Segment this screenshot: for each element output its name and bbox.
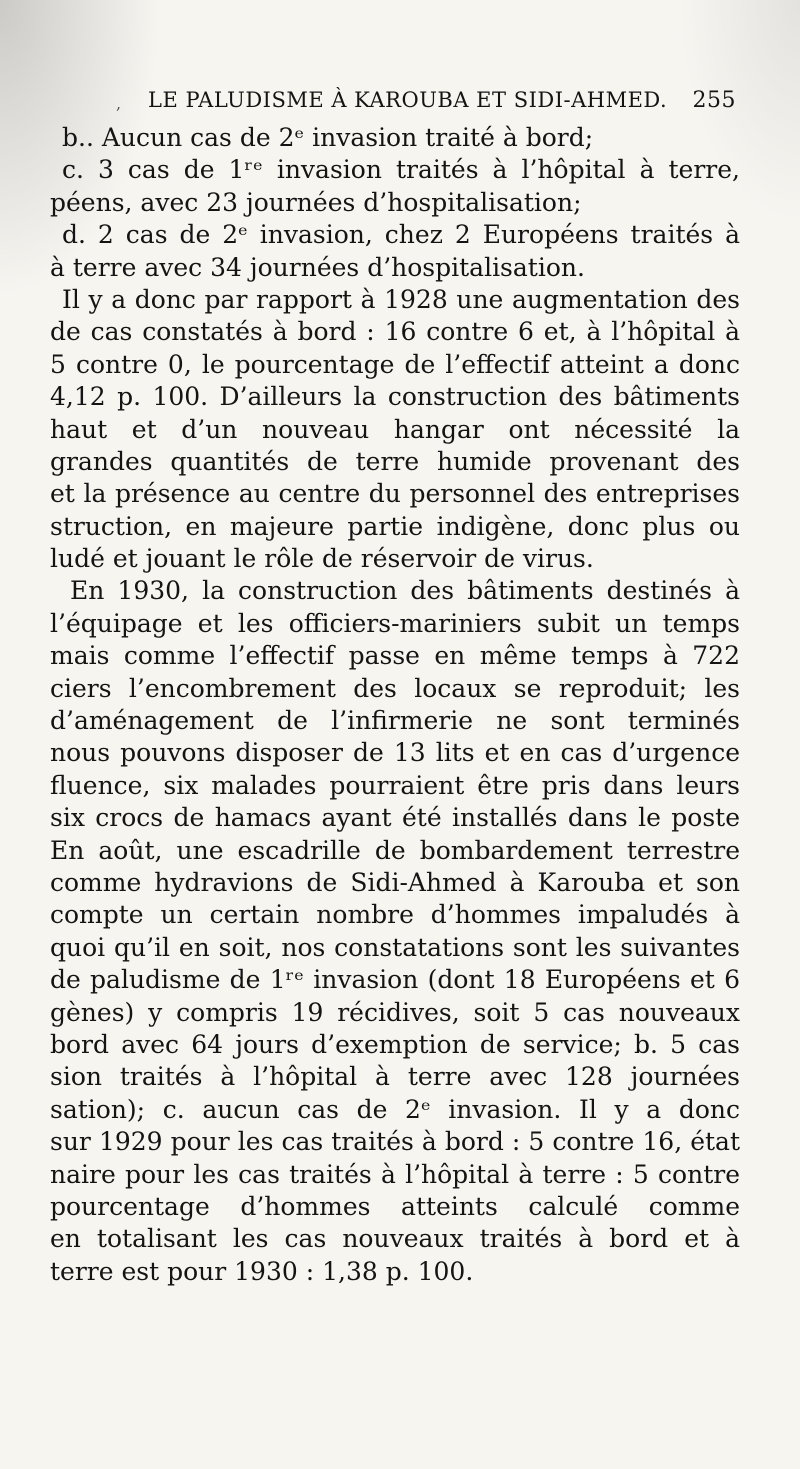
text-line: de cas constatés à bord : 16 contre 6 et, à l’hôpital à [50, 317, 740, 347]
text-line: Il y a donc par rapport à 1928 une augmentation des [62, 284, 740, 314]
text-line: nous pouvons disposer de 13 lits et en cas d’urgence [50, 738, 740, 768]
text-line: c. 3 cas de 1ʳᵉ invasion traités à l’hôpital à terre, [62, 155, 740, 185]
stray-mark: , [116, 94, 122, 113]
body-text [50, 122, 740, 1288]
text-line: mais comme l’effectif passe en même temps à 722 [50, 641, 740, 671]
text-line: compte un certain nombre d’hommes impaludés à [50, 900, 740, 930]
text-line: six crocs de hamacs ayant été installés dans le poste [50, 803, 740, 833]
running-title: LE PALUDISME À KAROUBA ET SIDI-AHMED. [148, 88, 668, 112]
text-line: fluence, six malades pourraient être pris dans leurs [50, 770, 740, 800]
text-line: sur 1929 pour les cas traités à bord : 5 contre 16, état [50, 1127, 740, 1157]
text-line: péens, avec 23 journées d’hospitalisation; [50, 187, 582, 217]
text-line: terre est pour 1930 : 1,38 p. 100. [50, 1256, 474, 1286]
text-line: b.. Aucun cas de 2ᵉ invasion traité à bord; [62, 123, 594, 152]
text-line: naire pour les cas traités à l’hôpital à terre : 5 contre [50, 1159, 740, 1189]
text-line: haut et d’un nouveau hangar ont nécessité la [50, 414, 740, 444]
text-line: comme hydravions de Sidi-Ahmed à Karouba et son [50, 867, 740, 897]
text-line: et la présence au centre du personnel des entreprises [50, 479, 740, 509]
text-line: En août, une escadrille de bombardement terrestre [50, 835, 740, 865]
running-header [110, 88, 740, 118]
text-line: gènes) y compris 19 récidives, soit 5 cas nouveaux [50, 997, 740, 1027]
text-line: ludé et jouant le rôle de réservoir de virus. [50, 544, 594, 574]
text-line: sion traités à l’hôpital à terre avec 128 journées [50, 1062, 740, 1092]
page-number: 255 [692, 88, 736, 113]
text-line: En 1930, la construction des bâtiments destinés à [70, 576, 740, 606]
text-line: sation); c. aucun cas de 2ᵉ invasion. Il y a donc [50, 1094, 740, 1124]
text-line: pourcentage d’hommes atteints calculé comme [50, 1191, 740, 1221]
text-line: 4,12 p. 100. D’ailleurs la construction des bâtiments [50, 382, 740, 412]
text-line: struction, en majeure partie indigène, donc plus ou [50, 511, 740, 541]
text-line: l’équipage et les officiers-mariniers subit un temps [50, 608, 740, 638]
text-line: grandes quantités de terre humide provenant des [50, 446, 740, 476]
text-line: de paludisme de 1ʳᵉ invasion (dont 18 Européens et 6 [50, 965, 740, 995]
text-line: d’aménagement de l’infirmerie ne sont terminés [50, 706, 740, 736]
text-line: quoi qu’il en soit, nos constatations sont les suivantes [50, 932, 740, 962]
text-line: bord avec 64 jours d’exemption de service; b. 5 cas [50, 1029, 740, 1059]
text-line: en totalisant les cas nouveaux traités à bord et à [50, 1224, 740, 1254]
text-line: d. 2 cas de 2ᵉ invasion, chez 2 Européens traités à [62, 220, 740, 250]
text-line: ciers l’encombrement des locaux se reproduit; les [50, 673, 740, 703]
text-line: à terre avec 34 journées d’hospitalisation. [50, 252, 585, 282]
text-line: 5 contre 0, le pourcentage de l’effectif atteint a donc [50, 349, 740, 379]
